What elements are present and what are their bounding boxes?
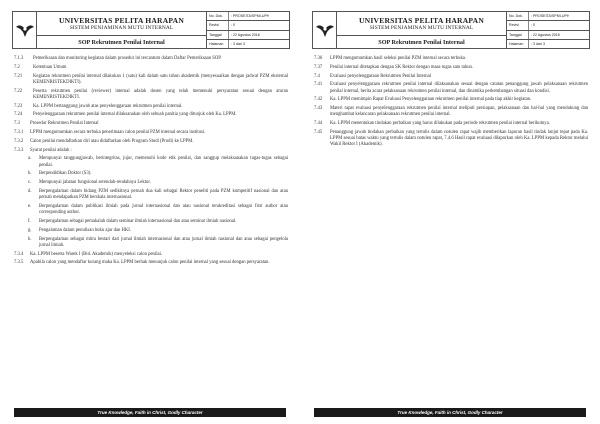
item-number: 7.23 (14, 103, 23, 109)
item-number: 7.3.3 (14, 147, 24, 153)
item-text: Evaluasi penyelenggaraan rekrutmen penilai internal dilaksanakan sesuai dengan catatan penanggung jawab pelaksanaan rekrutmen penilai internal, berita acara pelaksanaan rekrutmen penilai internal, dan dinamika perkembangan situasi dan kondisi. (330, 82, 588, 94)
meta-key: Halaman (507, 40, 529, 48)
meta-value: : 3 dari 3 (531, 41, 545, 46)
paragraph (14, 56, 288, 62)
list-text: Mempunyai jabatan fungsional serendah-rendahnya Lektor. (39, 180, 151, 186)
paragraph (14, 130, 288, 136)
item-text: Ka. LPPM beserta Warek I (Bid. Akademik) menyeleksi calon penilai. (30, 251, 163, 257)
item-number: 7.44 (314, 121, 323, 127)
meta-value: : 3 dari 3 (231, 41, 245, 46)
list-item (14, 237, 288, 249)
logo-cell (313, 12, 337, 48)
item-text: Ketentuan Umum (33, 64, 67, 70)
item-number: 7.45 (314, 129, 323, 135)
paragraph (14, 148, 288, 154)
item-text: Penilai internal ditetapkan dengan SK Rektor dengan masa tugas satu tahun. (330, 64, 474, 70)
document-body (14, 56, 288, 269)
list-letter: h. (28, 236, 32, 242)
meta-value: : 22 Agustus 2016 (231, 32, 260, 37)
paragraph (314, 82, 588, 94)
paragraph (14, 104, 288, 110)
item-number: 7.43 (314, 106, 323, 112)
document-body (314, 56, 588, 151)
meta-key: Revisi (207, 21, 229, 29)
meta-value: : 0 (231, 23, 235, 28)
list-text: Berpengalaman sebagai pemakalah dalam seminar ilmiah internasional dan atau seminar ilmiah nasional. (39, 218, 237, 224)
paragraph (14, 74, 288, 86)
meta-key: Revisi (507, 21, 529, 29)
list-item (14, 189, 288, 201)
item-number: 7.2 (14, 64, 20, 70)
item-text: Calon penilai mendaftarkan diri atau didaftarkan oleh Program Studi (Prodi) ke LPPM. (30, 138, 194, 144)
document-header (312, 11, 590, 49)
list-text: Berpengalaman dalam bidang PZM sedikitnya pernah dua kali sebagai Rektor peneliti pada PZM kompetitif nasional dan atau pernah mendapatkan PZM berskala internasional. (39, 188, 288, 201)
paragraph (314, 56, 588, 62)
list-item (14, 156, 288, 168)
list-text: Berpengalaman sebagai mitra bestari dari jurnal ilmiah internasional dan atau jurnal ilmiah nasional dan atau sebagai pengelola jurnal ilmiah. (39, 236, 288, 248)
item-number: 7.37 (314, 64, 323, 70)
item-text: Peserta rekrutmen penilai (reviewer) internal adalah dosen yang telah memenuhi persyaratan sesuai dengan aturan KEMENRISTEKDIKTI. (33, 88, 288, 100)
item-number: 7.3.4 (14, 251, 24, 257)
item-number: 7.41 (314, 82, 323, 88)
eagle-logo-icon (315, 20, 335, 40)
list-letter: d. (28, 188, 32, 194)
list-item (14, 171, 288, 177)
paragraph (14, 89, 288, 101)
item-text: Penanggung jawab tindakan perbaikan yang tertulis dalam notulen rapat wajib memberikan laporan hasil tindak lanjut tepat pada Ka. LPPM sesuai batas waktu yang tertulis dalam notulen rapat, 7.4.6 Hasil rapat evaluasi dilaporkan oleh Ka. LPPM kepada Rektor melalui Wakil Rektor I (Akademik). (330, 129, 588, 148)
item-text: Ka. LPPM menentukan tindakan perbaikan yang harus dilakukan pada periode rekrutmen penilai internal berikutnya. (330, 121, 550, 127)
meta-key: Tanggal (507, 31, 529, 39)
item-number: 7.3.2 (14, 138, 24, 144)
meta-key: No. Dok. (507, 12, 529, 20)
item-number: 7.3 (14, 121, 20, 127)
item-text: LPPM mengumumkan secara terbuka penerimaan calon penilai PZM internal secara institusi. (30, 129, 206, 135)
item-text: Ka. LPPM bertanggung jawab atas penyelenggaraan rekrutmen penilai internal. (33, 103, 183, 109)
sop-title: SOP Rekrutmen Penilai Internal (378, 38, 465, 46)
item-text: Pemeriksaan dan monitoring kegiatan dalam prosedur ini tercantum dalam Daftar Pemeriksaan SOP. (33, 56, 222, 61)
paragraph (314, 106, 588, 118)
document-meta (507, 12, 589, 48)
item-number: 7.21 (14, 73, 23, 79)
list-text: Pengalaman dalam penulisan buku ajar dan HKI. (39, 227, 132, 233)
list-letter: c. (28, 180, 32, 186)
meta-key: Halaman (207, 40, 229, 48)
quality-system-name: SISTEM PENJAMINAN MUTU INTERNAL (369, 24, 474, 31)
section-heading (314, 74, 588, 80)
paragraph (14, 260, 288, 266)
item-number: 7.24 (14, 112, 23, 118)
list-item (14, 180, 288, 186)
list-letter: e. (28, 203, 32, 209)
list-text: Mempunyai tanggungjawab, berintegritas, jujur, memenuhi kode etik penilai, dan sanggup melaksanakan tugas-tugas sebagai penilai. (39, 156, 288, 168)
paragraph (314, 121, 588, 127)
item-number: 7.36 (314, 56, 323, 61)
logo-cell (13, 12, 37, 48)
item-text: Kegiatan rekrutmen penilai internal dilakukan 1 (satu) kali dalam satu tahun akademik (menyesuaikan dengan jadwal PZM eksternal KEMENRISTEKDIKTI). (33, 73, 288, 85)
paragraph (14, 112, 288, 118)
list-letter: f. (28, 218, 31, 224)
meta-value: : 0 (531, 23, 535, 28)
item-text: Ka. LPPM memimpin Rapat Evaluasi Penyelenggaraan rekrutmen penilai internal pada tiap akhir kegiatan. (330, 97, 532, 103)
item-text: Apabila calon yang mendaftar kurang maka Ka. LPPM berhak menunjuk calon penilai internal yang sesuai dengan persyaratan. (30, 260, 270, 266)
list-letter: b. (28, 171, 32, 177)
list-letter: g. (28, 227, 32, 233)
item-text: Syarat penilai adalah : (30, 147, 72, 153)
document-header (12, 11, 290, 49)
meta-key: No. Dok. (207, 12, 229, 20)
paragraph (314, 130, 588, 149)
item-number: 7.3.5 (14, 260, 24, 266)
university-name: UNIVERSITAS PELITA HARAPAN (358, 15, 485, 25)
list-letter: a. (28, 156, 32, 162)
footer-motto: True Knowledge, Faith in Christ, Godly Character (314, 408, 586, 417)
paragraph (314, 97, 588, 103)
paragraph (14, 252, 288, 258)
paragraph (314, 65, 588, 71)
item-number: 7.22 (14, 88, 23, 94)
paragraph (14, 139, 288, 145)
item-text: Penyelenggaraan rekrutmen penilai internal dilaksanakan oleh sebuah panitia yang ditunjuk oleh Ka. LPPM. (33, 112, 237, 118)
footer-motto: True Knowledge, Faith in Christ, Godly Character (14, 408, 286, 417)
item-number: 7.3.1 (14, 129, 24, 135)
sop-title: SOP Rekrutmen Penilai Internal (78, 38, 165, 46)
quality-system-name: SISTEM PENJAMINAN MUTU INTERNAL (69, 24, 174, 31)
item-number: 7.1.3 (14, 56, 24, 61)
item-text: LPPM mengumumkan hasil seleksi penilai PZM internal secara terbuka. (330, 56, 467, 61)
meta-value: : PROSEITA/SPMI-UPH (231, 14, 270, 19)
meta-value: : PROSEITA/SPMI-UPH (531, 14, 570, 19)
list-text: Berpendidikan Doktor (S3). (39, 171, 92, 177)
list-text: Berpengalaman dalam publikasi ilmiah pada jurnal internasional dan atau nasional terakreditasi sebagai first author atau corresponding author. (39, 203, 288, 216)
list-item (14, 228, 288, 234)
list-item (14, 204, 288, 216)
section-heading (14, 65, 288, 71)
item-text: Evaluasi penyelenggaraan Rekrutmen Penilai Internal (330, 73, 432, 79)
item-number: 7.4 (314, 73, 320, 79)
item-text: Materi rapat evaluasi penyelenggaraan rekrutmen penilai internal meliputi persiapan, pelaksanaan dan hal-hal yang mendukung dan menghambat kelancaran pelaksanaan rekrutmen penilai internal. (330, 106, 588, 118)
item-text: Prosedur Rekrutmen Penilai Internal (30, 121, 99, 127)
item-number: 7.42 (314, 97, 323, 103)
document-meta (207, 12, 289, 48)
meta-key: Tanggal (207, 31, 229, 39)
eagle-logo-icon (15, 20, 35, 40)
university-name: UNIVERSITAS PELITA HARAPAN (58, 15, 185, 25)
meta-value: : 22 Agustus 2016 (531, 32, 560, 37)
document-page-right (300, 0, 600, 424)
list-item (14, 219, 288, 225)
section-heading (14, 121, 288, 127)
